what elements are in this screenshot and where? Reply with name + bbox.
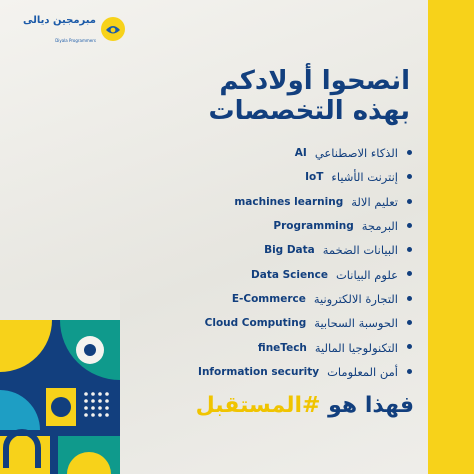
specialty-arabic: التجارة الالكترونية [313,291,398,306]
brand-logo [16,10,126,50]
bullet-icon [407,320,412,325]
specialty-arabic: البيانات الضخمة [322,243,398,258]
bullet-icon [407,271,412,276]
specialty-english: fineTech [257,341,307,354]
specialty-item [130,311,412,335]
specialty-arabic: الذكاء الاصطناعي [314,146,398,161]
specialty-arabic: أمن المعلومات [327,364,398,379]
bullet-icon [407,199,412,204]
specialty-item [130,141,412,165]
footer-prefix: فهذا هو [328,393,414,418]
specialty-english: AI [294,147,307,160]
specialty-arabic: البرمجة [361,219,398,234]
specialty-item [130,360,412,384]
specialty-item [130,190,412,214]
bullet-icon [407,247,412,252]
specialty-english: machines learning [234,195,344,208]
logo-name: مبرمجين ديالى [23,15,96,26]
specialty-item [130,287,412,311]
bullet-icon [407,369,412,374]
specialty-arabic: علوم البيانات [335,267,398,282]
specialty-arabic: تعليم الالة [351,194,398,209]
headline [196,66,410,126]
specialty-english: Big Data [264,244,315,257]
bullet-icon [407,150,412,155]
specialty-english: IoT [305,171,324,184]
specialty-item [130,262,412,286]
bullet-icon [407,344,412,349]
bullet-icon [407,174,412,179]
logo-subtitle: Diyala Programmers [55,38,96,43]
bullet-icon [407,296,412,301]
specialty-english: E-Commerce [231,292,306,305]
footer-slogan [184,393,414,418]
specialty-item [130,335,412,359]
bullet-icon [407,223,412,228]
footer-hashtag: #المستقبل [195,393,321,418]
decorative-geometric-art [0,290,120,474]
specialty-arabic: التكنولوجيا المالية [314,340,398,355]
headline-line-1: انصحوا أولادكم [219,66,410,96]
specialty-english: Programming [273,220,354,233]
specialty-english: Cloud Computing [204,317,307,330]
specialty-english: Information security [198,365,320,378]
specialty-arabic: الحوسبة السحابية [314,316,398,331]
specialties-list [130,141,412,384]
specialty-item [130,214,412,238]
specialty-item [130,238,412,262]
yellow-side-band [428,0,474,474]
specialty-english: Data Science [251,268,328,281]
logo-mark-icon [100,16,126,42]
headline-line-2: بهذه التخصصات [208,96,410,126]
specialty-arabic: إنترنت الأشياء [331,170,398,185]
specialty-item [130,165,412,189]
